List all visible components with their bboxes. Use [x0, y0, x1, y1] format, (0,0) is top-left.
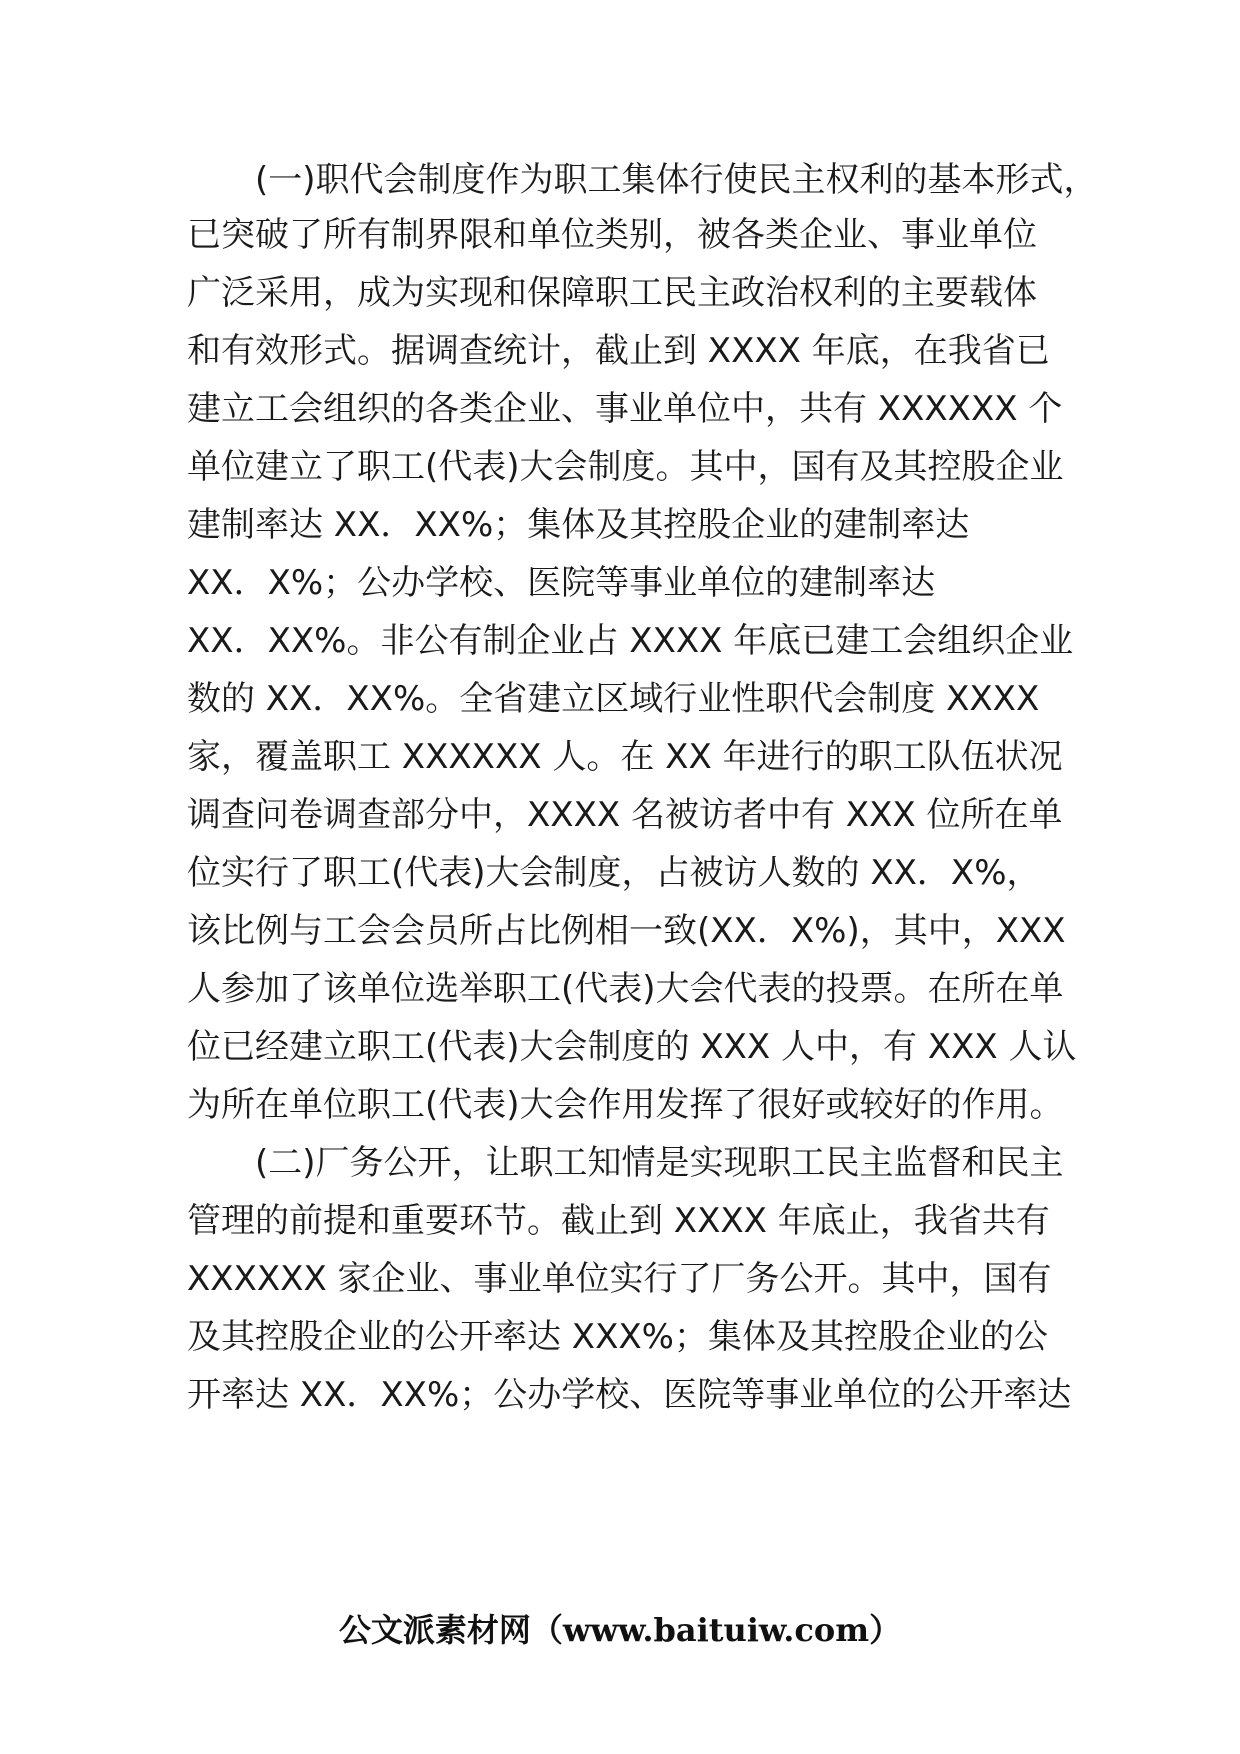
paragraph-2-line-1: (二)厂务公开，让职工知情是实现职工民主监督和民主 — [255, 1143, 1064, 1183]
paragraph-1-line-7: 建制率达 XX．XX%；集体及其控股企业的建制率达 — [187, 505, 970, 545]
footer-watermark: 公文派素材网（www.baituiw.com） — [338, 1611, 902, 1649]
paragraph-2-line-4: 及其控股企业的公开率达 XXX%；集体及其控股企业的公 — [187, 1317, 1048, 1357]
paragraph-1-line-14: 该比例与工会会员所占比例相一致(XX．X%)，其中，XXX — [187, 911, 1066, 951]
paragraph-2-line-5: 开率达 XX．XX%；公办学校、医院等事业单位的公开率达 — [187, 1375, 1072, 1415]
paragraph-1-line-3: 广泛采用，成为实现和保障职工民主政治权利的主要载体 — [187, 273, 1037, 313]
paragraph-1-line-10: 数的 XX．XX%。全省建立区域行业性职代会制度 XXXX — [187, 679, 1040, 719]
paragraph-1-line-17: 为所在单位职工(代表)大会作用发挥了很好或较好的作用。 — [187, 1085, 1064, 1125]
paragraph-2-line-3: XXXXXX 家企业、事业单位实行了厂务公开。其中，国有 — [187, 1259, 1052, 1299]
paragraph-1-line-15: 人参加了该单位选举职工(代表)大会代表的投票。在所在单 — [187, 969, 1064, 1009]
paragraph-2-line-2: 管理的前提和重要环节。截止到 XXXX 年底止，我省共有 — [187, 1201, 1050, 1241]
paragraph-1-line-5: 建立工会组织的各类企业、事业单位中，共有 XXXXXX 个 — [187, 389, 1063, 429]
paragraph-1-line-4: 和有效形式。据调查统计，截止到 XXXX 年底，在我省已 — [187, 331, 1050, 371]
paragraph-1-line-6: 单位建立了职工(代表)大会制度。其中，国有及其控股企业 — [187, 447, 1064, 487]
paragraph-1-line-1: (一)职代会制度作为职工集体行使民主权利的基本形式， — [255, 160, 1098, 200]
paragraph-1-line-12: 调查问卷调查部分中，XXXX 名被访者中有 XXX 位所在单 — [187, 795, 1063, 835]
paragraph-1-line-8: XX．X%；公办学校、医院等事业单位的建制率达 — [187, 563, 936, 603]
paragraph-1-line-11: 家，覆盖职工 XXXXXX 人。在 XX 年进行的职工队伍状况 — [187, 737, 1063, 777]
paragraph-1-line-9: XX．XX%。非公有制企业占 XXXX 年底已建工会组织企业 — [187, 621, 1074, 661]
paragraph-1-line-13: 位实行了职工(代表)大会制度，占被访人数的 XX．X%， — [187, 853, 1041, 893]
paragraph-1-line-2: 已突破了所有制界限和单位类别，被各类企业、事业单位 — [187, 215, 1037, 255]
paragraph-1-line-16: 位已经建立职工(代表)大会制度的 XXX 人中，有 XXX 人认 — [187, 1027, 1077, 1067]
